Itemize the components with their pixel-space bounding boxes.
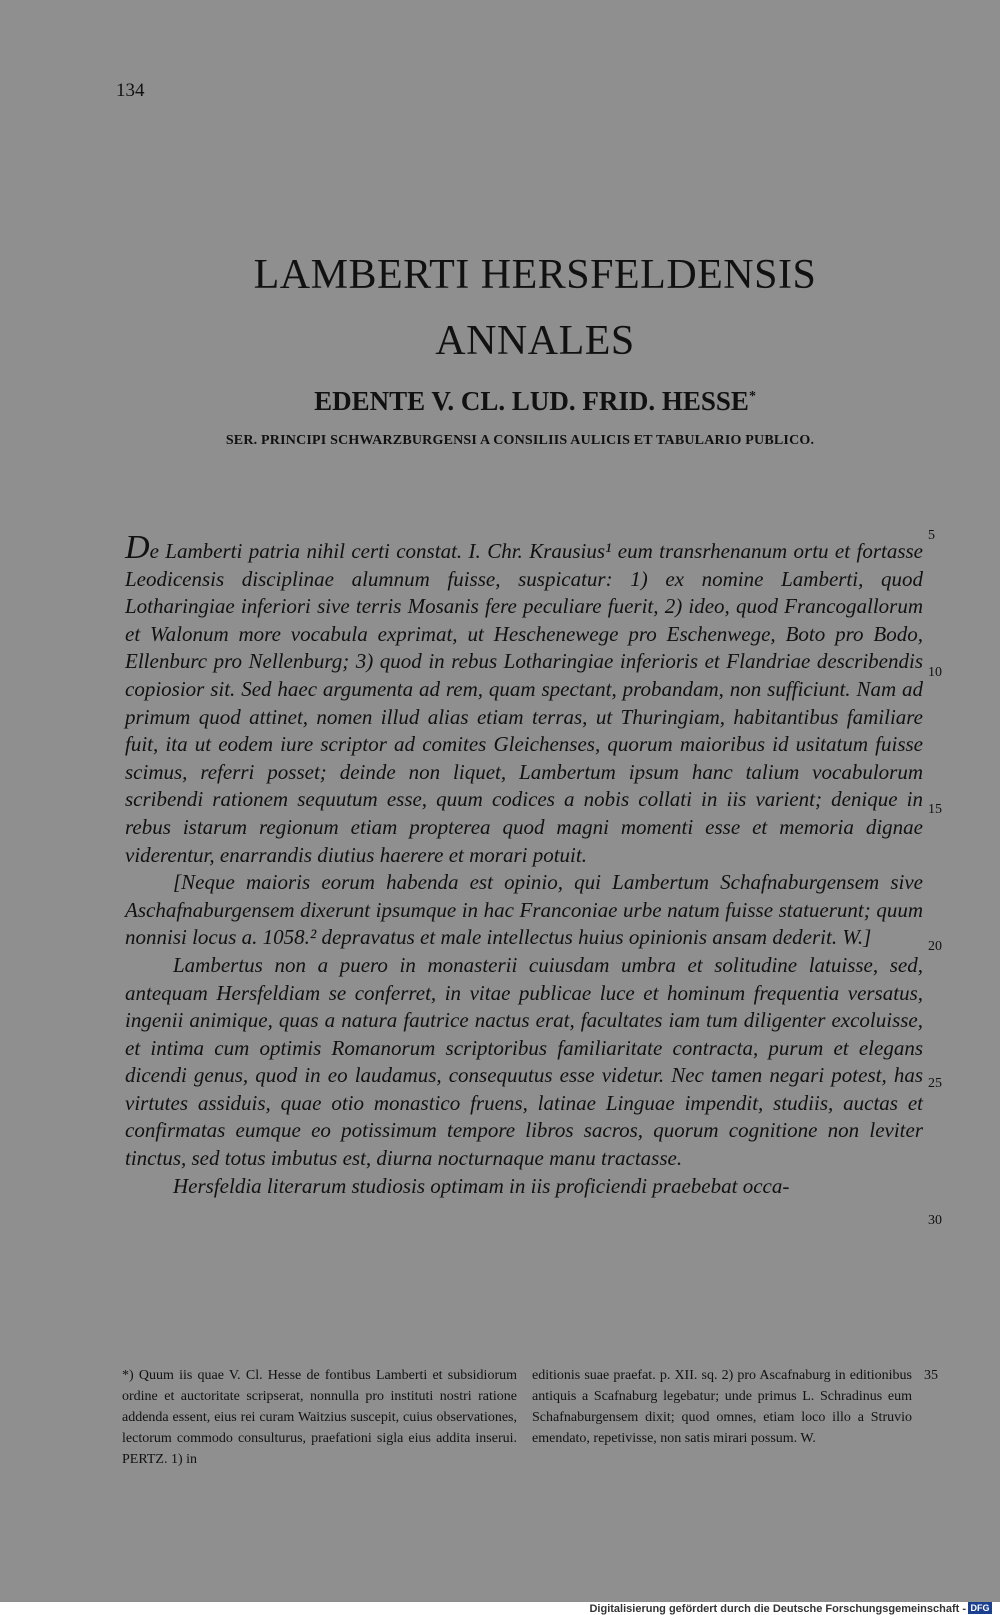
main-text [125, 529, 923, 1200]
editor-office: SER. PRINCIPI SCHWARZBURGENSI A CONSILIIS AULICIS ET TABULARIO PUBLICO. [225, 433, 815, 448]
footnote-right-text: editionis suae praefat. p. XII. sq. 2) pro Ascafnaburg in editionibus antiquis a Scafnaburg legebatur; unde primus L. Schradinus eum Schafnaburgensem dixit; quod omnes, etiam loco illo a Struvio emendato, repetivisse, non satis mirari possum. W. [532, 1368, 912, 1446]
line-number: 10 [928, 665, 942, 680]
editor-line [0, 386, 1000, 417]
line-number: 5 [928, 528, 935, 543]
drop-cap: D [125, 529, 150, 566]
footnotes-right-column [532, 1365, 912, 1449]
footnotes-left-column [122, 1365, 517, 1470]
dfg-logo: DFG [968, 1602, 992, 1614]
page-number: 134 [116, 80, 145, 101]
paragraph-4: Hersfeldia literarum studiosis optimam in iis proficiendi praebebat occa- [173, 1173, 790, 1198]
paragraph-1 [125, 529, 923, 869]
editor-footnote-mark: * [748, 389, 756, 404]
title-line-1: LAMBERTI HERSFELDENSIS [253, 252, 817, 298]
footnote-left-text: *) Quum iis quae V. Cl. Hesse de fontibus Lamberti et subsidiorum ordine et auctoritate scripserat, nonnulla pro instituti nostri ratione addenda essent, eius rei curam Waitzius suscepit, cuius observationes, lectorum commodo consulturus, praefationi sigla eius addita inserui. PERTZ. 1) in [122, 1368, 517, 1467]
paragraph-2: [Neque maioris eorum habenda est opinio, qui Lambertum Schafnaburgensem sive Aschafnaburgensem dixerunt ipsumque in hac Franconiae urbe natum fuisse statuerunt; quum nonnisi locus a. 1058.² depravatus et male intellectus huius opinionis ansam dederit. W.] [125, 870, 923, 950]
digitization-credit: Digitalisierung gefördert durch die Deutsche Forschungsgemeinschaft - [589, 1603, 966, 1615]
line-number: 30 [928, 1213, 942, 1228]
line-number: 25 [928, 1076, 942, 1091]
paragraph-1-text: e Lamberti patria nihil certi constat. I. Chr. Krausius¹ eum transrhenanum ortu et fortasse Leodicensis disciplinae alumnum fuisse, suspicatur: 1) ex nomine Lamberti, quod Lotharingiae inferiori sive terris Mosanis fere peculiare fuerit, 2) ideo, quod Francogallorum et Walonum more vocabula exprimat, ut Heschenewege pro Eschenwege, Boto pro Bodo, Ellenburc pro Nellenburg; 3) quod in rebus Lotharingiae inferioris et Flandriae describendis copiosior sit. Sed haec argumenta ad rem, quam spectant, probandam, non sufficiunt. Nam ad primum quod attinet, nomen illud alias etiam terras, ut Thuringiam, habitantibus familiare fuit, ita ut eodem iure scriptor ad comites Gleichenses, quorum maioribus id usitatum fuisse scimus, referri posset; deinde non liquet, Lambertum ipsum hanc talium vocabulorum scribendi rationem sequutum esse, quum codices a nobis collati in iis varient; denique in rebus istarum regionum etiam propterea quod magni momenti esse et memoria dignae viderentur, enarrandis diutius haerere et morari potuit. [125, 539, 923, 867]
line-number: 15 [928, 802, 942, 817]
paragraph-3: Lambertus non a puero in monasterii cuiusdam umbra et solitudine latuisse, sed, antequam Hersfeldiam se conferret, in vitae publicae luce et hominum frequentia versatus, ingenii animique, quas a natura fautrice nactus erat, facultates iam tum diligenter excoluisse, et intima cum optimis Romanorum scriptoribus familiaritate contracta, purum et elegans dicendi genus, quod in eo laudamus, consequutus esse videtur. Nec tamen negari potest, has virtutes assiduis, quae otio monastico fruens, latinae Linguae impendit, studiis, auctas et confirmatas eumque eo potissimum tempore libros sacros, quorum cognitione non leviter tinctus, sed totus imbutus est, diurna nocturnaque manu tractasse. [125, 952, 923, 1171]
line-number: 35 [924, 1368, 938, 1383]
title-line-2: ANNALES [435, 318, 635, 364]
editor-name: EDENTE V. CL. LUD. FRID. HESSE [314, 386, 749, 416]
line-number: 20 [928, 939, 942, 954]
